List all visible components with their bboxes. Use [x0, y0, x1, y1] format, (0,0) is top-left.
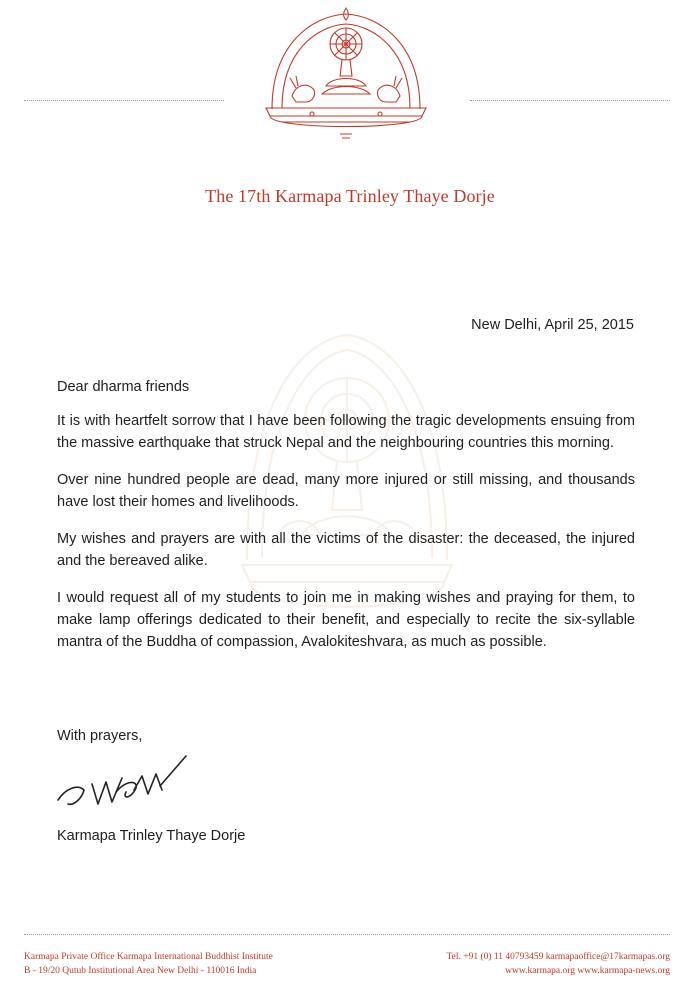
letterhead-title: The 17th Karmapa Trinley Thaye Dorje — [205, 186, 495, 206]
letter-greeting: Dear dharma friends — [57, 379, 190, 395]
footer-contact — [390, 950, 670, 978]
letter-paragraph: I would request all of my students to join me in making wishes and praying for them, to make lamp offerings dedicated to their benefit, and especially to recite the six-syllable mantra of the Buddha of compassion, Avalokiteshvara, as much as possible. — [57, 590, 635, 650]
handwritten-signature — [52, 748, 202, 818]
footer-website-links: www.karmapa.org www.karmapa-news.org — [505, 966, 670, 976]
karmapa-emblem-icon — [252, 4, 440, 154]
letter-body — [57, 376, 635, 668]
footer-address — [24, 950, 344, 978]
signer-name: Karmapa Trinley Thaye Dorje — [57, 828, 246, 844]
footer-address-line: Karmapa Private Office Karmapa International Buddhist Institute — [24, 952, 273, 962]
footer-contact-line: Tel. +91 (0) 11 40793459 karmapaoffice@17karmapas.org — [446, 952, 670, 962]
letter-paragraph: Over nine hundred people are dead, many more injured or still missing, and thousands have lost their homes and livelihoods. — [57, 472, 635, 510]
letter-dateline: New Delhi, April 25, 2015 — [471, 317, 634, 333]
header-rule-left — [24, 100, 224, 101]
letter-closing: With prayers, — [57, 728, 143, 744]
footer-address-line: B - 19/20 Qutub Institutional Area New Delhi - 110016 India — [24, 966, 257, 976]
letter-paragraph: My wishes and prayers are with all the victims of the disaster: the deceased, the injured and the bereaved alike. — [57, 531, 635, 569]
header-rule-right — [470, 100, 670, 101]
letter-paragraph: It is with heartfelt sorrow that I have been following the tragic developments ensuing from the massive earthquake that struck Nepal and the neighbouring countries this morning. — [57, 413, 635, 451]
footer-rule — [24, 934, 670, 935]
